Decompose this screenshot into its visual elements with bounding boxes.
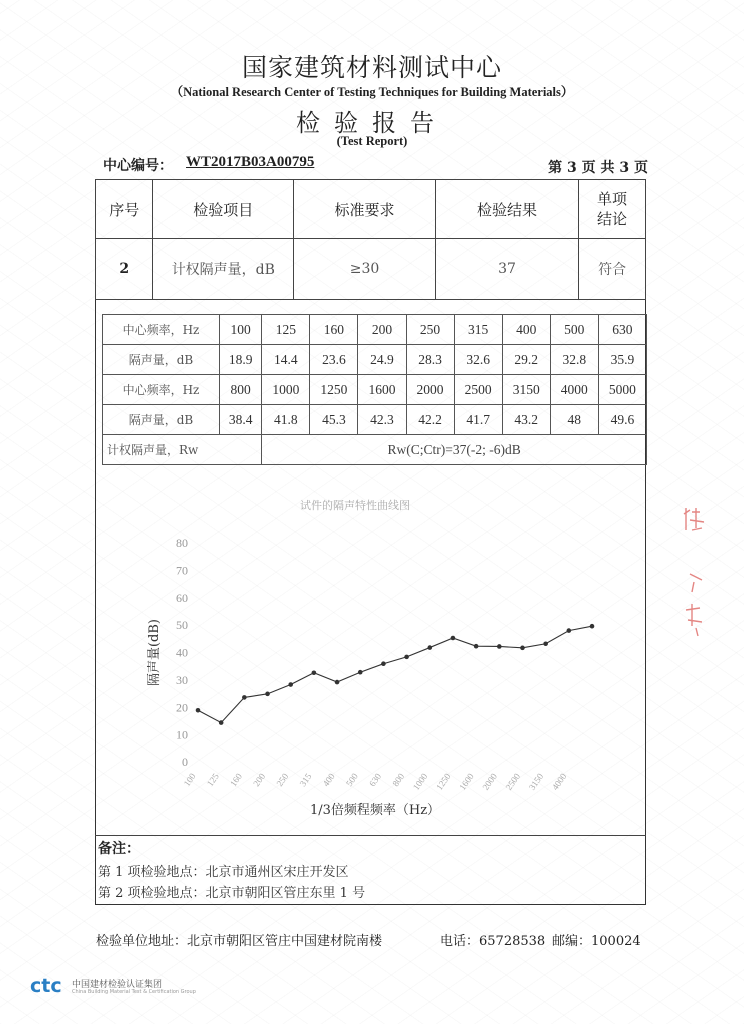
report-type-cn: 检验报告 (296, 109, 448, 137)
db-cell: 48 (550, 405, 598, 435)
note-line-1: 第 1 项检验地点：北京市通州区宋庄开发区 (98, 865, 349, 880)
db-cell: 49.6 (598, 405, 646, 435)
freq-label: 中心频率，Hz (103, 315, 220, 345)
y-tick-label: 70 (176, 563, 188, 578)
x-axis-label: 1/3倍频程频率（Hz） (309, 803, 441, 818)
y-tick-label: 30 (176, 672, 188, 687)
freq-cell: 125 (262, 315, 310, 345)
freq-cell: 315 (454, 315, 502, 345)
center-number: WT2017B03A00795 (186, 154, 315, 170)
rw-label: 计权隔声量，Rw (103, 435, 262, 465)
header-conclusion-text: 单项结论 (597, 190, 628, 228)
table-header-row (96, 180, 646, 239)
freq-cell: 400 (502, 315, 550, 345)
x-tick-label: 400 (320, 771, 337, 789)
db-cell: 45.3 (310, 405, 358, 435)
table-row (103, 375, 647, 405)
center-number-label: 中心编号： (103, 158, 173, 174)
x-tick-label: 1600 (457, 771, 476, 792)
x-tick-label: 315 (297, 771, 314, 789)
report-title-cn: 国家建筑材料测试中心 (241, 53, 502, 82)
header-conclusion (579, 180, 646, 239)
table-row (103, 435, 647, 465)
db-cell: 23.6 (310, 345, 358, 375)
freq-cell: 160 (310, 315, 358, 345)
db-cell: 24.9 (358, 345, 406, 375)
y-tick-label: 60 (176, 590, 188, 605)
db-cell: 42.3 (358, 405, 406, 435)
frequency-table (102, 314, 647, 465)
page-info: 第 3 页 共 3 页 (548, 160, 648, 176)
x-tick-label: 500 (343, 771, 360, 789)
sound-label: 隔声量，dB (103, 405, 220, 435)
header-no: 序号 (96, 180, 153, 239)
data-point (288, 682, 293, 687)
table-row (103, 405, 647, 435)
lab-postcode: 邮编：100024 (552, 934, 641, 949)
rw-value: Rw(C;Ctr)=37(-2; -6)dB (262, 435, 647, 465)
freq-label: 中心频率，Hz (103, 375, 220, 405)
db-cell: 18.9 (220, 345, 262, 375)
red-stamp-mark (676, 500, 716, 660)
db-cell: 41.7 (454, 405, 502, 435)
data-point (219, 720, 224, 725)
table-row (103, 315, 647, 345)
db-cell: 32.6 (454, 345, 502, 375)
ctc-logo-icon (30, 974, 70, 996)
data-point (427, 645, 432, 650)
x-tick-label: 200 (251, 771, 268, 789)
freq-cell: 100 (220, 315, 262, 345)
data-point (567, 628, 572, 633)
freq-cell: 250 (406, 315, 454, 345)
freq-cell: 800 (220, 375, 262, 405)
y-tick-label: 10 (176, 727, 188, 742)
x-tick-label: 630 (367, 771, 384, 789)
sound-insulation-chart (120, 530, 620, 830)
x-tick-label: 1000 (410, 771, 430, 792)
data-point (451, 636, 456, 641)
x-tick-label: 2500 (503, 771, 523, 792)
report-title-en: （National Research Center of Testing Techniques for Building Materials） (170, 85, 574, 99)
y-tick-label: 20 (176, 700, 188, 715)
row-no: 2 (96, 239, 153, 300)
data-point (196, 708, 201, 713)
data-point (358, 670, 363, 675)
freq-cell: 1600 (358, 375, 406, 405)
header-item: 检验项目 (153, 180, 294, 239)
test-items-table (95, 179, 646, 300)
data-point (520, 646, 525, 651)
db-cell: 28.3 (406, 345, 454, 375)
y-tick-label: 50 (176, 618, 188, 633)
series-line (198, 626, 592, 722)
logo-mark: ctc (30, 975, 62, 996)
db-cell: 41.8 (262, 405, 310, 435)
freq-cell: 4000 (550, 375, 598, 405)
y-axis-label: 隔声量(dB) (147, 618, 162, 687)
report-type-en: (Test Report) (336, 134, 408, 148)
freq-cell: 2500 (454, 375, 502, 405)
data-point (265, 692, 270, 697)
y-tick-label: 0 (182, 755, 188, 769)
header-requirement: 标准要求 (294, 180, 436, 239)
x-tick-label: 1250 (434, 771, 453, 792)
table-row (103, 345, 647, 375)
lab-phone: 电话：65728538 (440, 934, 546, 949)
x-tick-label: 4000 (549, 771, 569, 792)
lab-address: 检验单位地址：北京市朝阳区管庄中国建材院南楼 (96, 934, 383, 949)
table-row (96, 239, 646, 300)
freq-cell: 3150 (502, 375, 550, 405)
row-conclusion: 符合 (579, 239, 646, 300)
data-point (242, 695, 247, 700)
db-cell: 35.9 (598, 345, 646, 375)
data-point (474, 644, 479, 649)
x-tick-label: 160 (228, 771, 244, 789)
db-cell: 43.2 (502, 405, 550, 435)
x-tick-label: 250 (274, 771, 291, 789)
chart-title: 试件的隔声特性曲线图 (300, 499, 410, 512)
freq-cell: 1250 (310, 375, 358, 405)
sound-label: 隔声量，dB (103, 345, 220, 375)
db-cell: 14.4 (262, 345, 310, 375)
y-tick-label: 80 (176, 536, 188, 550)
db-cell: 38.4 (220, 405, 262, 435)
x-tick-label: 800 (390, 771, 407, 789)
logo-subtext: China Building Material Test & Certification Group (72, 989, 196, 995)
row-item: 计权隔声量，dB (153, 239, 294, 300)
x-tick-label: 125 (204, 771, 221, 789)
data-point (312, 670, 317, 675)
row-requirement: ≥30 (294, 239, 436, 300)
logo-text: 中国建材检验认证集团 (72, 980, 163, 990)
db-cell: 42.2 (406, 405, 454, 435)
freq-cell: 630 (598, 315, 646, 345)
freq-cell: 200 (358, 315, 406, 345)
freq-cell: 1000 (262, 375, 310, 405)
data-point (497, 644, 502, 649)
data-point (404, 655, 409, 660)
data-point (590, 624, 595, 629)
db-cell: 32.8 (550, 345, 598, 375)
x-tick-label: 3150 (526, 771, 546, 792)
notes-title: 备注： (98, 841, 140, 857)
header-result: 检验结果 (435, 180, 578, 239)
data-point (335, 680, 340, 685)
x-tick-label: 2000 (480, 771, 499, 792)
y-tick-label: 40 (176, 645, 188, 660)
db-cell: 29.2 (502, 345, 550, 375)
note-line-2: 第 2 项检验地点：北京市朝阳区管庄东里 1 号 (98, 886, 366, 901)
x-tick-label: 100 (181, 771, 198, 789)
freq-cell: 5000 (598, 375, 646, 405)
data-point (381, 661, 386, 666)
freq-cell: 2000 (406, 375, 454, 405)
row-result: 37 (435, 239, 578, 300)
freq-cell: 500 (550, 315, 598, 345)
data-point (543, 641, 548, 646)
